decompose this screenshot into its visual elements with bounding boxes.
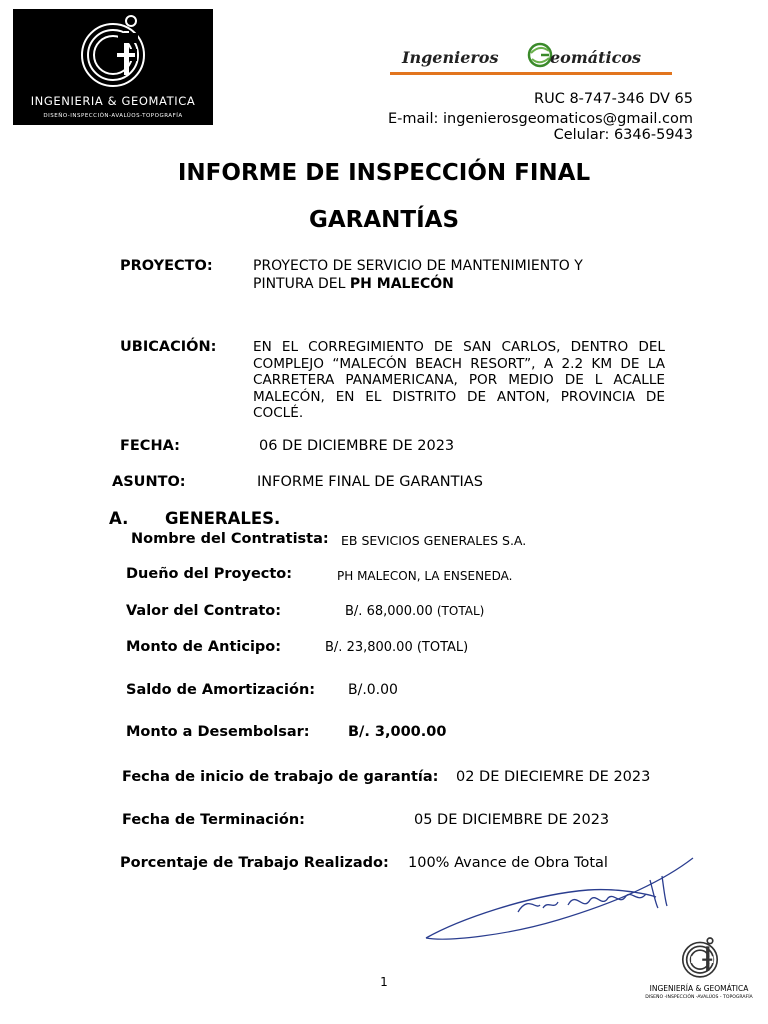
dueno-value: PH MALECON, LA ENSENEDA. (337, 569, 513, 583)
ubicacion-label: UBICACIÓN: (120, 339, 217, 355)
section-a-heading (109, 509, 280, 528)
contratista-label: Nombre del Contratista: (131, 531, 329, 547)
logo-small-name: INGENIERÍA & GEOMÁTICA (649, 984, 749, 993)
asunto-value: INFORME FINAL DE GARANTIAS (257, 474, 483, 490)
logo-small-tagline: DISEÑO -INSPECCIÓN -AVALÚOS - TOPOGRAFÍA (645, 995, 753, 1000)
contratista-value: EB SEVICIOS GENERALES S.A. (341, 533, 527, 548)
porcentaje-label: Porcentaje de Trabajo Realizado: (120, 855, 389, 871)
report-subtitle: GARANTÍAS (308, 207, 460, 233)
proyecto-label: PROYECTO: (120, 258, 213, 274)
saldo-value: B/.0.00 (348, 682, 398, 698)
proyecto-value-line2 (253, 276, 454, 292)
desembolsar-value: B/. 3,000.00 (348, 724, 447, 740)
porcentaje-value: 100% Avance de Obra Total (408, 855, 608, 871)
anticipo-label: Monto de Anticipo: (126, 639, 282, 655)
fecha-inicio-label: Fecha de inicio de trabajo de garantía: (122, 769, 439, 785)
section-a-title: GENERALES. (165, 509, 281, 528)
phone-text: Celular: 6346-5943 (553, 127, 693, 143)
logo-left-tagline: DISEÑO-INSPECCIÓN-AVALÚOS-TOPOGRAFÍA (43, 113, 183, 119)
report-title: INFORME DE INSPECCIÓN FINAL (177, 160, 591, 186)
ruc-text: RUC 8-747-346 DV 65 (534, 91, 693, 107)
asunto-label: ASUNTO: (112, 474, 186, 490)
fecha-inicio-value: 02 DE DIECIEMRE DE 2023 (456, 769, 651, 785)
logo-left-name: INGENIERIA & GEOMATICA (30, 94, 196, 108)
proyecto-value-line1: PROYECTO DE SERVICIO DE MANTENIMIENTO Y (253, 258, 583, 274)
fecha-value: 06 DE DICIEMBRE DE 2023 (259, 438, 455, 454)
fecha-terminacion-label: Fecha de Terminación: (122, 812, 305, 828)
desembolsar-label: Monto a Desembolsar: (126, 724, 310, 740)
anticipo-value: B/. 23,800.00 (TOTAL) (325, 640, 469, 655)
logo-right-underline (390, 72, 672, 75)
valor-suffix: (TOTAL) (436, 604, 485, 618)
email-text: E-mail: ingenierosgeomaticos@gmail.com (388, 111, 693, 127)
section-a-number: A. (109, 509, 129, 528)
company-logo-right (390, 40, 680, 80)
saldo-label: Saldo de Amortización: (126, 682, 316, 698)
valor-amount: B/. 68,000.00 (345, 604, 433, 619)
proyecto-value-prefix: PINTURA DEL (253, 276, 350, 292)
company-logo-small (640, 928, 758, 1008)
valor-value (345, 604, 484, 619)
gi-monogram-icon (77, 13, 149, 91)
proyecto-value-bold: PH MALECÓN (349, 276, 454, 292)
company-logo-left (13, 9, 213, 125)
logo-right-text-geomaticos: eomáticos (550, 48, 642, 67)
page-number: 1 (380, 975, 388, 989)
ubicacion-value: EN EL CORREGIMIENTO DE SAN CARLOS, DENTRO DEL COMPLEJO “MALECÓN BEACH RESORT”, A 2.2 KM DE LA CARRETERA PANAMERICANA, POR MEDIO DE L ACALLE MALECÓN, EN EL DISTRITO DE ANTON, PROVINCIA DE COCLÉ. (253, 339, 665, 422)
logo-right-text-ingenieros: Ingenieros (402, 48, 499, 67)
gi-monogram-icon-small (680, 934, 720, 982)
fecha-terminacion-value: 05 DE DICIEMBRE DE 2023 (414, 812, 610, 828)
dueno-label: Dueño del Proyecto: (126, 566, 293, 582)
valor-label: Valor del Contrato: (126, 603, 282, 619)
fecha-label: FECHA: (120, 438, 180, 454)
